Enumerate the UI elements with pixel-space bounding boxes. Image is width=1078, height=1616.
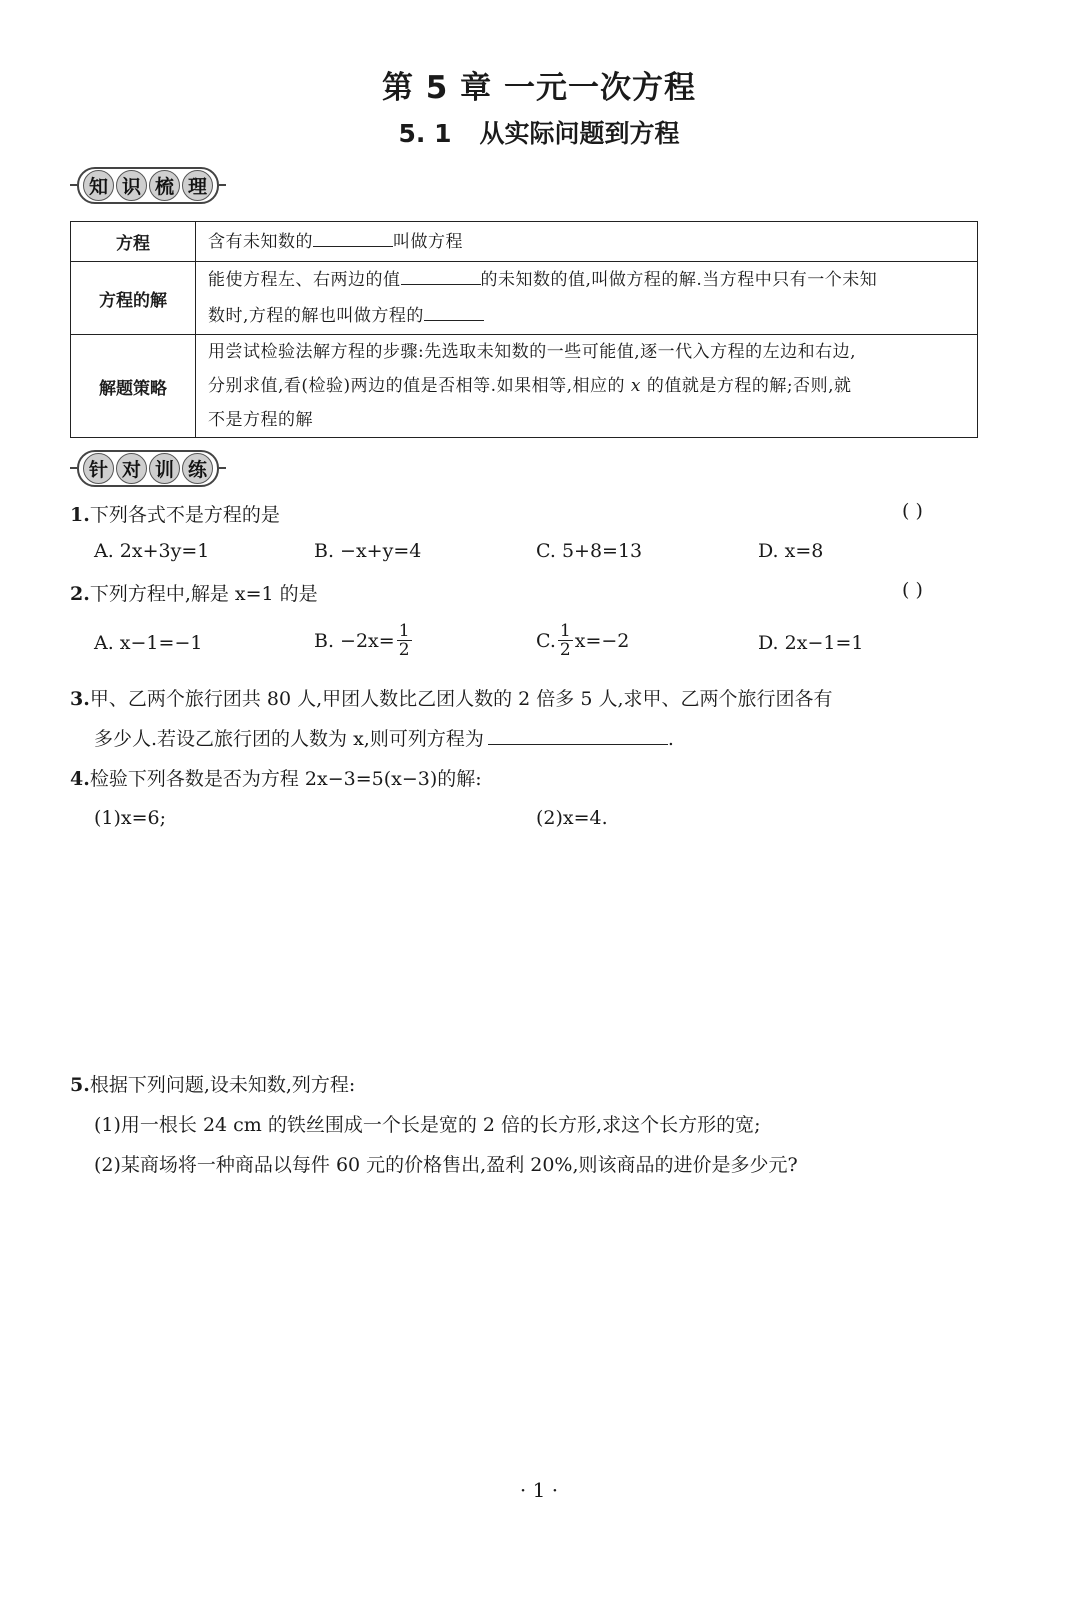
question-3	[70, 684, 833, 714]
question-4-part-1: (1)x=6;	[94, 807, 167, 829]
text: 数时,方程的解也叫做方程的	[208, 306, 424, 326]
text: 不是方程的解	[208, 410, 313, 430]
question-4	[70, 764, 482, 794]
question-3-line-2	[94, 724, 674, 754]
text: 分别求值,看(检验)两边的值是否相等.如果相等,相应的	[208, 376, 631, 396]
text: 的未知数的值,叫做方程的解.当方程中只有一个未知	[480, 270, 878, 290]
row-content	[196, 262, 978, 335]
banner-char: 理	[182, 170, 213, 201]
text: 的值就是方程的解;否则,就	[640, 376, 852, 396]
question-text: 甲、乙两个旅行团共 80 人,甲团人数比乙团人数的 2 倍多 5 人,求甲、乙两个旅行团各有	[89, 688, 833, 710]
question-number: 1.	[70, 504, 90, 526]
option-b: B. −x+y=4	[314, 540, 422, 562]
answer-blank[interactable]	[488, 726, 668, 745]
option-d: D. x=8	[758, 540, 824, 562]
row-head: 解题策略	[71, 335, 196, 438]
question-2	[70, 579, 318, 609]
period: .	[667, 728, 674, 750]
text: 能使方程左、右两边的值	[208, 270, 401, 290]
knowledge-table	[70, 221, 978, 438]
question-number: 3.	[70, 688, 90, 710]
fraction	[397, 622, 412, 659]
question-number: 2.	[70, 583, 90, 605]
option-text: x=−2	[574, 629, 630, 652]
table-row	[71, 222, 978, 262]
fill-blank	[313, 228, 393, 247]
section-name: 从实际问题到方程	[479, 119, 680, 148]
option-text: B. −2x=	[314, 629, 395, 652]
option-b	[314, 622, 414, 659]
text: 叫做方程	[393, 231, 463, 252]
knowledge-banner	[70, 167, 226, 203]
fill-blank	[401, 266, 481, 285]
option-d: D. 2x−1=1	[758, 632, 864, 654]
answer-space[interactable]	[94, 1190, 974, 1460]
banner-char: 识	[116, 170, 147, 201]
option-a: A. x−1=−1	[94, 632, 203, 654]
question-text: 下列各式不是方程的是	[89, 504, 280, 526]
answer-paren: ( )	[902, 500, 923, 522]
page-number: · 1 ·	[519, 1478, 559, 1502]
row-head: 方程	[71, 222, 196, 262]
question-text: 下列方程中,解是 x=1 的是	[89, 583, 318, 605]
section-title	[0, 114, 1078, 150]
denominator: 2	[398, 640, 410, 660]
banner-char: 训	[149, 453, 180, 484]
option-c	[536, 622, 629, 659]
text: 含有未知数的	[208, 231, 313, 252]
fraction	[558, 622, 573, 659]
question-5	[70, 1070, 355, 1100]
question-number: 4.	[70, 768, 90, 790]
option-a: A. 2x+3y=1	[94, 540, 210, 562]
banner-char: 梳	[149, 170, 180, 201]
answer-paren: ( )	[902, 579, 923, 601]
chapter-title: 第 5 章 一元一次方程	[382, 70, 696, 106]
question-text: 检验下列各数是否为方程 2x−3=5(x−3)的解:	[89, 768, 482, 790]
question-1	[70, 500, 280, 530]
question-4-part-2: (2)x=4.	[536, 807, 608, 829]
numerator: 1	[559, 621, 571, 641]
denominator: 2	[559, 640, 571, 660]
section-number: 5. 1	[398, 119, 452, 148]
banner-char: 对	[116, 453, 147, 484]
question-text: 多少人.若设乙旅行团的人数为 x,则可列方程为	[94, 728, 484, 750]
option-c: C. 5+8=13	[536, 540, 643, 562]
row-content	[196, 222, 978, 262]
row-head: 方程的解	[71, 262, 196, 335]
answer-space[interactable]	[94, 840, 974, 1060]
practice-banner	[70, 450, 226, 486]
question-5-part-1: (1)用一根长 24 cm 的铁丝围成一个长是宽的 2 倍的长方形,求这个长方形的宽;	[94, 1114, 761, 1136]
numerator: 1	[398, 621, 410, 641]
table-row	[71, 335, 978, 438]
banner-char: 知	[83, 170, 114, 201]
row-content	[196, 335, 978, 438]
question-number: 5.	[70, 1074, 90, 1096]
banner-char: 针	[83, 453, 114, 484]
fill-blank	[424, 302, 484, 321]
text: 用尝试检验法解方程的步骤:先选取未知数的一些可能值,逐一代入方程的左边和右边,	[208, 342, 857, 362]
table-row	[71, 262, 978, 335]
question-text: 根据下列问题,设未知数,列方程:	[89, 1074, 356, 1096]
banner-char: 练	[182, 453, 213, 484]
question-5-part-2: (2)某商场将一种商品以每件 60 元的价格售出,盈利 20%,则该商品的进价是多少元?	[94, 1154, 798, 1176]
option-text: C.	[536, 629, 556, 652]
var-x: x	[630, 376, 641, 396]
